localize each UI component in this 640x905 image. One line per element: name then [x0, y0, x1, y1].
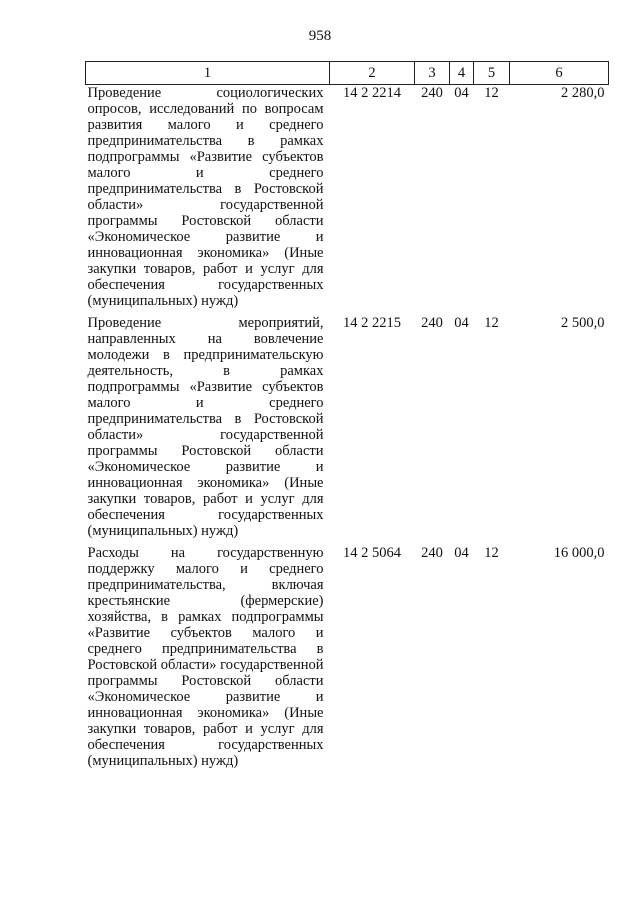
- page-number: 958: [308, 28, 332, 44]
- row-amount: 16 000,0: [553, 545, 605, 561]
- row-target-code: 14 2 5064: [343, 545, 401, 561]
- row-target-code: 14 2 2215: [343, 315, 401, 331]
- row-section: 04: [454, 315, 469, 331]
- header-col-4: 4: [450, 62, 474, 85]
- header-col-5: 5: [474, 62, 510, 85]
- row-name: Проведение социологических опросов, исследований по вопросам развития малого и среднего предпринимательства в рамках подпрограммы «Развитие субъектов малого и среднего предпринимательства в Ростовской области» государственной программы Ростовской области «Экономическое развитие и инновационная экономика» (Иные закупки товаров, работ и услуг для обеспечения государственных (муниципальных) нужд): [87, 85, 324, 309]
- row-subsection: 12: [484, 315, 499, 331]
- row-name: Проведение мероприятий, направленных на вовлечение молодежи в предпринимательскую деятельность, в рамках подпрограммы «Развитие субъектов малого и среднего предпринимательства в Ростовской области» государственной программы Ростовской области «Экономическое развитие и инновационная экономика» (Иные закупки товаров, работ и услуг для обеспечения государственных (муниципальных) нужд): [87, 315, 324, 539]
- row-section: 04: [454, 85, 469, 101]
- header-col-2: 2: [330, 62, 415, 85]
- row-target-code: 14 2 2214: [343, 85, 401, 101]
- row-subsection: 12: [484, 85, 499, 101]
- row-expense-type: 240: [421, 315, 443, 331]
- table-row: [86, 85, 609, 316]
- row-section: 04: [454, 545, 469, 561]
- table-row: [86, 315, 609, 545]
- table-header: [86, 62, 609, 85]
- header-col-6: 6: [510, 62, 609, 85]
- row-expense-type: 240: [421, 85, 443, 101]
- header-row: [86, 62, 609, 85]
- row-expense-type: 240: [421, 545, 443, 561]
- row-amount: 2 280,0: [561, 85, 605, 101]
- budget-table: [85, 61, 609, 775]
- table-row: [86, 545, 609, 775]
- header-col-1: 1: [86, 62, 330, 85]
- row-subsection: 12: [484, 545, 499, 561]
- table-body: [86, 85, 609, 776]
- header-col-3: 3: [415, 62, 450, 85]
- row-name: Расходы на государственную поддержку малого и среднего предпринимательства, включая крестьянские (фермерские) хозяйства, в рамках подпрограммы «Развитие субъектов малого и среднего предпринимательства в Ростовской области» государственной программы Ростовской области «Экономическое развитие и инновационная экономика» (Иные закупки товаров, работ и услуг для обеспечения государственных (муниципальных) нужд): [87, 545, 324, 769]
- row-amount: 2 500,0: [561, 315, 605, 331]
